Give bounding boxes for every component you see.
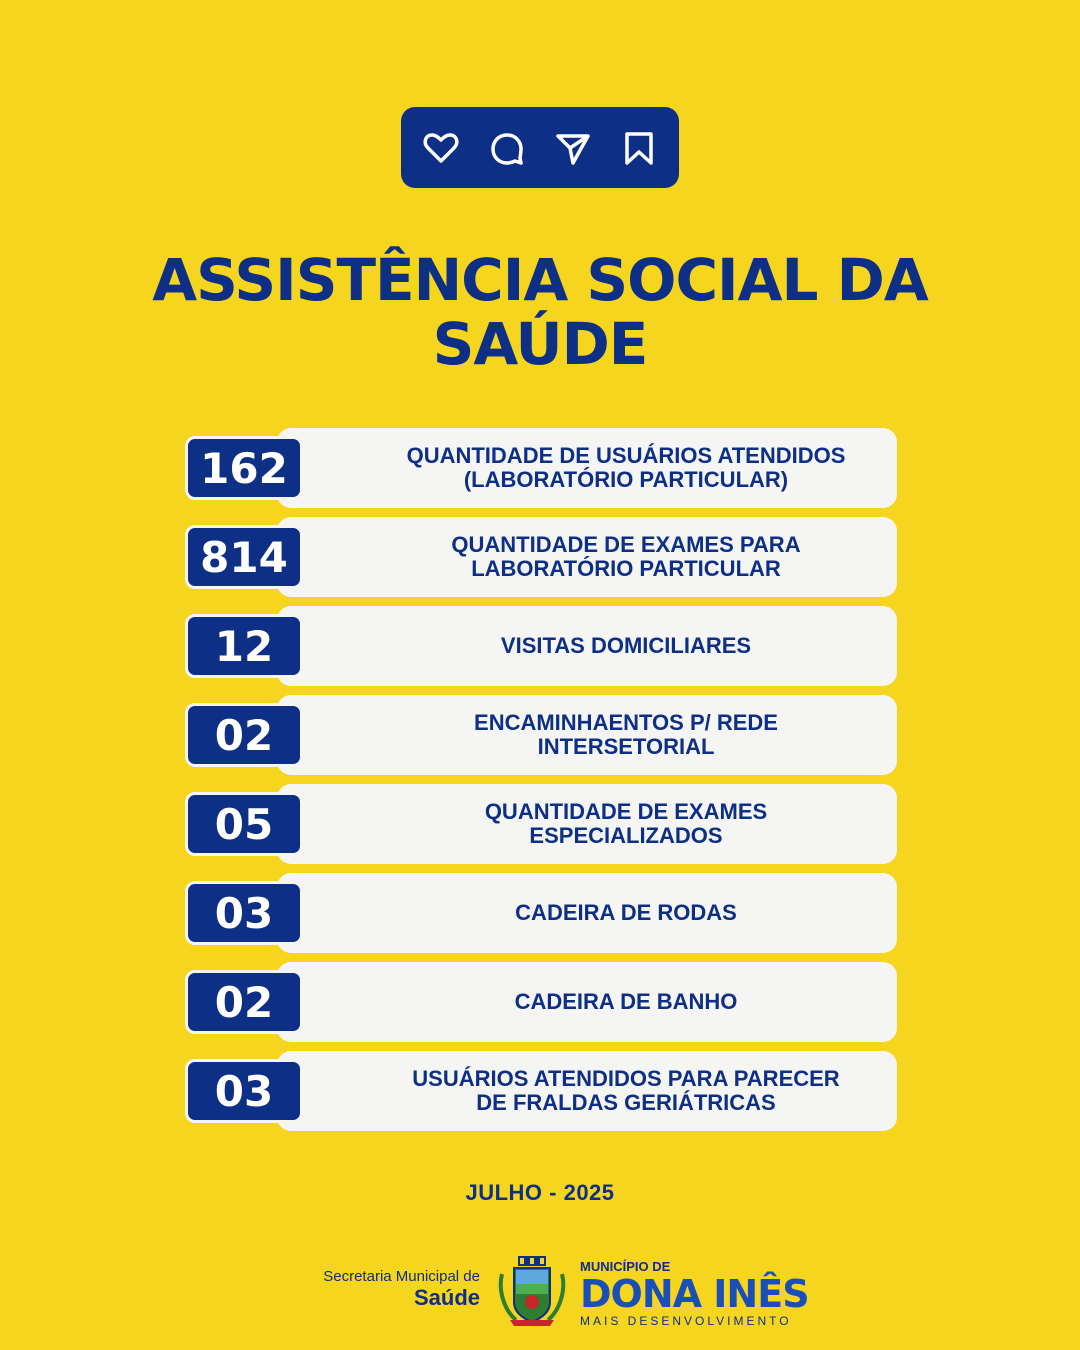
stat-label: QUANTIDADE DE USUÁRIOS ATENDIDOS (LABORATÓRIO PARTICULAR) — [406, 443, 846, 492]
secretaria-line-1: Secretaria Municipal de — [323, 1268, 480, 1285]
title-line-1: ASSISTÊNCIA SOCIAL DA — [152, 246, 928, 314]
stat-label: ENCAMINHAENTOS P/ REDE INTERSETORIAL — [474, 710, 778, 759]
stat-label: USUÁRIOS ATENDIDOS PARA PARECER DE FRALDAS GERIÁTRICAS — [412, 1066, 840, 1115]
municipio-line-2: DONA INÊS — [580, 1272, 809, 1316]
page-title — [0, 248, 1080, 376]
stat-value: 814 — [185, 525, 303, 589]
stat-value: 02 — [185, 703, 303, 767]
stat-row — [185, 962, 897, 1042]
stat-row — [185, 873, 897, 953]
stat-label-card — [277, 784, 897, 864]
stat-label: QUANTIDADE DE EXAMES ESPECIALIZADOS — [484, 799, 768, 848]
stat-row — [185, 517, 897, 597]
stat-row — [185, 695, 897, 775]
send-icon — [553, 128, 593, 168]
footer — [0, 1250, 1080, 1330]
stat-label-card — [277, 962, 897, 1042]
municipio-logo — [580, 1260, 810, 1328]
stat-label: QUANTIDADE DE EXAMES PARA LABORATÓRIO PARTICULAR — [451, 532, 801, 581]
stat-label-card — [277, 606, 897, 686]
stat-row — [185, 428, 897, 508]
stat-row — [185, 784, 897, 864]
stat-value: 05 — [185, 792, 303, 856]
stat-value: 12 — [185, 614, 303, 678]
heart-icon — [421, 128, 461, 168]
stat-value: 03 — [185, 881, 303, 945]
stat-label-card — [277, 695, 897, 775]
municipal-crest-icon — [496, 1254, 568, 1330]
stat-value: 03 — [185, 1059, 303, 1123]
stats-list — [185, 428, 897, 1140]
stat-label-card — [277, 873, 897, 953]
stat-value: 162 — [185, 436, 303, 500]
secretaria-line-2: Saúde — [413, 1285, 480, 1310]
stat-row — [185, 606, 897, 686]
title-line-2: SAÚDE — [432, 310, 648, 378]
stat-label: VISITAS DOMICILIARES — [500, 633, 752, 658]
stat-label-card — [277, 428, 897, 508]
stat-label-card — [277, 517, 897, 597]
municipio-line-3: MAIS DESENVOLVIMENTO — [580, 1314, 792, 1328]
comment-icon — [487, 128, 527, 168]
social-actions-bar — [401, 107, 679, 188]
period-label: JULHO - 2025 — [465, 1180, 615, 1205]
stat-value: 02 — [185, 970, 303, 1034]
municipio-line-1: MUNICÍPIO DE — [580, 1259, 671, 1274]
secretaria-logo — [280, 1268, 480, 1310]
stat-label-card — [277, 1051, 897, 1131]
stat-label: CADEIRA DE BANHO — [514, 989, 738, 1014]
bookmark-icon — [619, 128, 659, 168]
stat-label: CADEIRA DE RODAS — [515, 900, 737, 925]
stat-row — [185, 1051, 897, 1131]
